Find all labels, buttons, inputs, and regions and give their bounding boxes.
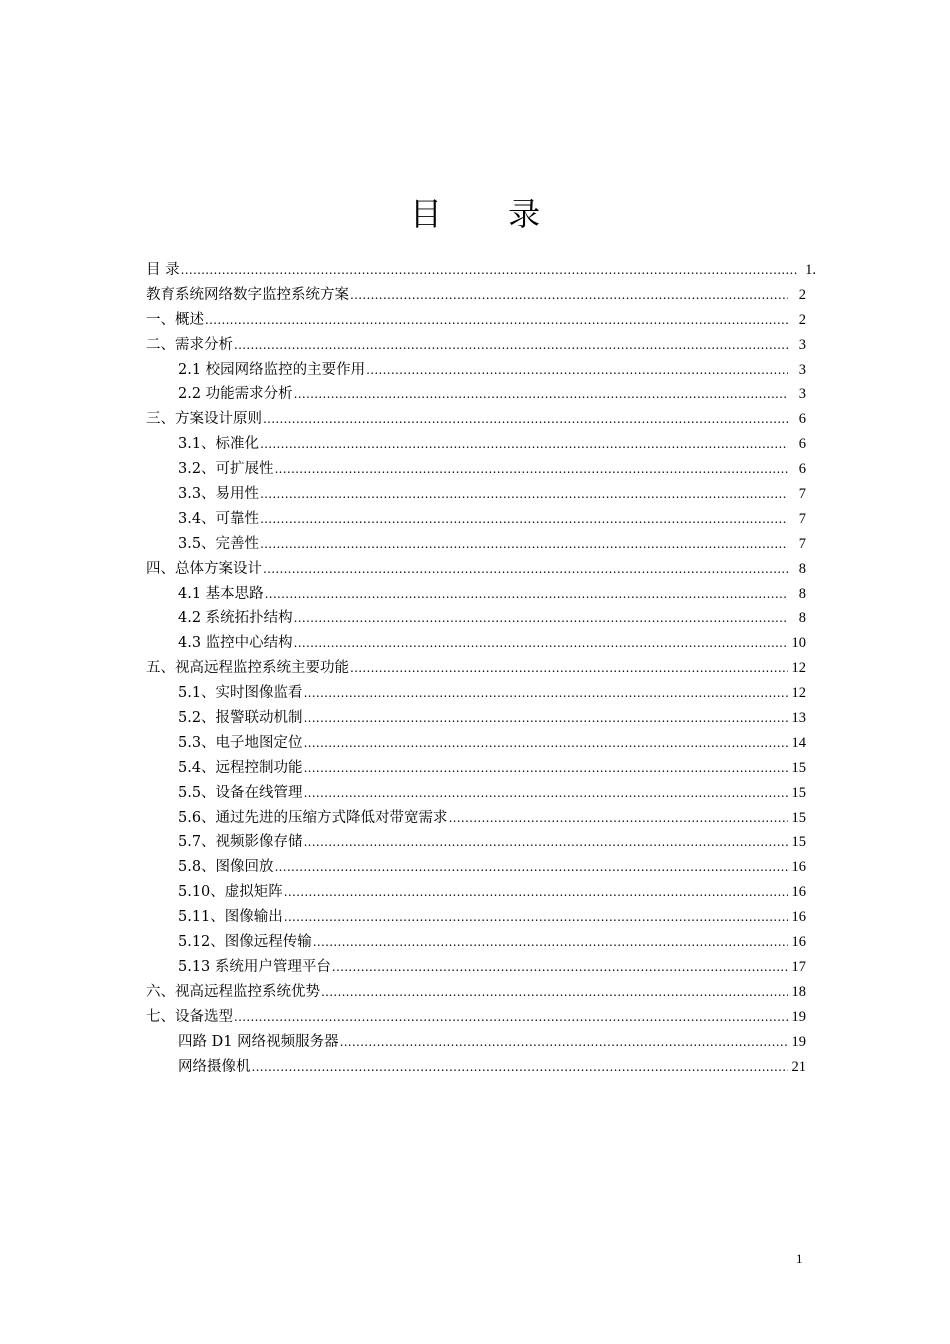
toc-entry[interactable] bbox=[146, 407, 816, 432]
toc-entry-label: 5.1、实时图像监看 bbox=[178, 685, 303, 702]
toc-entry[interactable] bbox=[146, 631, 816, 656]
toc-dot-leader bbox=[275, 855, 788, 880]
toc-entry-label: 一、概述 bbox=[146, 311, 204, 328]
toc-entry[interactable] bbox=[146, 830, 816, 855]
toc-dot-leader bbox=[332, 955, 788, 980]
toc-entry-label: 网络摄像机 bbox=[178, 1058, 251, 1075]
toc-entry[interactable] bbox=[146, 880, 816, 905]
toc-entry-label: 3.5、完善性 bbox=[178, 535, 260, 552]
toc-entry-label: 3.3、易用性 bbox=[178, 486, 260, 503]
toc-entry[interactable] bbox=[146, 333, 816, 358]
toc-entry-page: 17 bbox=[791, 958, 806, 975]
toc-entry-page: 10 bbox=[791, 635, 806, 652]
toc-entry-page: 15 bbox=[791, 759, 806, 776]
toc-entry-page: 12 bbox=[791, 660, 806, 677]
toc-entry-label: 六、视高远程监控系统优势 bbox=[146, 983, 320, 1000]
toc-entry[interactable] bbox=[146, 1030, 816, 1055]
toc-entry[interactable] bbox=[146, 781, 816, 806]
toc-entry-page: 3 bbox=[798, 386, 806, 403]
toc-entry[interactable] bbox=[146, 457, 816, 482]
toc-entry-label: 5.2、报警联动机制 bbox=[178, 710, 303, 727]
toc-dot-leader bbox=[181, 258, 798, 283]
toc-dot-leader bbox=[284, 880, 788, 905]
toc-entry[interactable] bbox=[146, 432, 816, 457]
toc-entry-page: 8 bbox=[798, 560, 806, 577]
toc-dot-leader bbox=[294, 631, 788, 656]
toc-entry-label: 5.5、设备在线管理 bbox=[178, 784, 303, 801]
toc-entry-page: 7 bbox=[798, 510, 806, 527]
toc-dot-leader bbox=[260, 507, 788, 532]
toc-dot-leader bbox=[260, 482, 788, 507]
toc-dot-leader bbox=[263, 407, 788, 432]
toc-entry-label: 2.1 校园网络监控的主要作用 bbox=[178, 361, 366, 378]
toc-entry-page: 15 bbox=[791, 784, 806, 801]
toc-dot-leader bbox=[304, 781, 788, 806]
toc-entry-page: 18 bbox=[791, 983, 806, 1000]
toc-entry-page: 7 bbox=[798, 535, 806, 552]
toc-entry[interactable] bbox=[146, 930, 816, 955]
toc-dot-leader bbox=[252, 1055, 789, 1080]
toc-entry[interactable] bbox=[146, 656, 816, 681]
toc-entry-page: 3 bbox=[798, 336, 806, 353]
toc-entry[interactable] bbox=[146, 283, 816, 308]
toc-entry-label: 5.7、视频影像存储 bbox=[178, 834, 303, 851]
toc-entry-page: 16 bbox=[791, 909, 806, 926]
toc-entry-label: 二、需求分析 bbox=[146, 336, 233, 353]
toc-entry-page: 7 bbox=[798, 486, 806, 503]
toc-entry-page: 2 bbox=[798, 311, 806, 328]
toc-dot-leader bbox=[321, 980, 788, 1005]
toc-dot-leader bbox=[449, 806, 788, 831]
toc-entry-label: 三、方案设计原则 bbox=[146, 411, 262, 428]
toc-entry-label: 教育系统网络数字监控系统方案 bbox=[146, 286, 349, 303]
toc-entry-label: 2.2 功能需求分析 bbox=[178, 386, 293, 403]
toc-dot-leader bbox=[304, 681, 788, 706]
toc-entry-page: 1. bbox=[805, 262, 816, 278]
toc-entry[interactable] bbox=[146, 582, 816, 607]
toc-entry-page: 3 bbox=[798, 361, 806, 378]
toc-dot-leader bbox=[313, 930, 788, 955]
toc-entry-label: 3.2、可扩展性 bbox=[178, 461, 274, 478]
page-number: 1 bbox=[796, 1251, 803, 1266]
toc-entry-label: 目 录 bbox=[146, 262, 180, 278]
toc-title: 目 录 bbox=[409, 195, 569, 233]
toc-dot-leader bbox=[265, 582, 788, 607]
toc-dot-leader bbox=[284, 905, 788, 930]
toc-entry-page: 16 bbox=[791, 859, 806, 876]
toc-entry-label: 5.10、虚拟矩阵 bbox=[178, 884, 283, 901]
toc-entry-page: 15 bbox=[791, 834, 806, 851]
toc-entry-label: 5.6、通过先进的压缩方式降低对带宽需求 bbox=[178, 809, 448, 826]
toc-dot-leader bbox=[275, 457, 788, 482]
toc-entry-page: 6 bbox=[798, 436, 806, 453]
toc-entry-label: 3.1、标准化 bbox=[178, 436, 260, 453]
toc-entry[interactable] bbox=[146, 358, 816, 383]
toc-entry[interactable] bbox=[146, 606, 816, 631]
toc-entry-page: 8 bbox=[798, 610, 806, 627]
toc-entry[interactable] bbox=[146, 980, 816, 1005]
toc-entry-label: 四路 D1 网络视频服务器 bbox=[178, 1033, 339, 1050]
toc-entry-label: 4.3 监控中心结构 bbox=[178, 635, 293, 652]
toc-entry-page: 19 bbox=[791, 1033, 806, 1050]
toc-entry-page: 16 bbox=[791, 884, 806, 901]
toc-dot-leader bbox=[304, 706, 788, 731]
toc-entry-label: 5.12、图像远程传输 bbox=[178, 934, 312, 951]
toc-entry-label: 5.3、电子地图定位 bbox=[178, 734, 303, 751]
toc-entry-page: 6 bbox=[798, 461, 806, 478]
toc-entry-page: 13 bbox=[791, 710, 806, 727]
toc-dot-leader bbox=[205, 308, 788, 333]
toc-entry-label: 4.1 基本思路 bbox=[178, 585, 264, 602]
toc-dot-leader bbox=[294, 382, 788, 407]
toc-entry[interactable] bbox=[146, 855, 816, 880]
toc-entry[interactable] bbox=[146, 532, 816, 557]
toc-entry-page: 19 bbox=[791, 1008, 806, 1025]
toc-entry[interactable] bbox=[146, 1005, 816, 1030]
toc-dot-leader bbox=[260, 432, 788, 457]
toc-entry[interactable] bbox=[146, 955, 816, 980]
table-of-contents bbox=[146, 258, 816, 1079]
toc-dot-leader bbox=[294, 606, 788, 631]
toc-dot-leader bbox=[350, 656, 788, 681]
toc-entry[interactable] bbox=[146, 258, 816, 283]
toc-entry[interactable] bbox=[146, 756, 816, 781]
toc-entry-page: 8 bbox=[798, 585, 806, 602]
toc-entry[interactable] bbox=[146, 681, 816, 706]
toc-entry[interactable] bbox=[146, 308, 816, 333]
toc-entry-label: 五、视高远程监控系统主要功能 bbox=[146, 660, 349, 677]
toc-entry[interactable] bbox=[146, 905, 816, 930]
toc-entry-page: 21 bbox=[791, 1058, 806, 1075]
toc-entry-label: 5.8、图像回放 bbox=[178, 859, 274, 876]
toc-dot-leader bbox=[234, 333, 788, 358]
toc-dot-leader bbox=[366, 358, 788, 383]
toc-entry-page: 15 bbox=[791, 809, 806, 826]
toc-dot-leader bbox=[263, 557, 788, 582]
toc-entry[interactable] bbox=[146, 806, 816, 831]
toc-entry-page: 2 bbox=[798, 286, 806, 303]
toc-dot-leader bbox=[304, 830, 788, 855]
toc-entry[interactable] bbox=[146, 507, 816, 532]
toc-entry-label: 四、总体方案设计 bbox=[146, 560, 262, 577]
toc-dot-leader bbox=[304, 731, 788, 756]
toc-entry-label: 5.11、图像输出 bbox=[178, 909, 283, 926]
toc-entry-label: 3.4、可靠性 bbox=[178, 510, 260, 527]
toc-dot-leader bbox=[234, 1005, 788, 1030]
toc-entry[interactable] bbox=[146, 731, 816, 756]
toc-entry[interactable] bbox=[146, 482, 816, 507]
toc-entry-label: 4.2 系统拓扑结构 bbox=[178, 610, 293, 627]
toc-entry[interactable] bbox=[146, 382, 816, 407]
toc-entry[interactable] bbox=[146, 1055, 816, 1080]
toc-dot-leader bbox=[340, 1030, 788, 1055]
toc-dot-leader bbox=[304, 756, 788, 781]
toc-entry-label: 5.4、远程控制功能 bbox=[178, 759, 303, 776]
toc-entry[interactable] bbox=[146, 557, 816, 582]
toc-entry-page: 6 bbox=[798, 411, 806, 428]
toc-entry-page: 12 bbox=[791, 685, 806, 702]
toc-entry-page: 16 bbox=[791, 934, 806, 951]
toc-dot-leader bbox=[260, 532, 788, 557]
toc-entry-page: 14 bbox=[791, 734, 806, 751]
toc-entry[interactable] bbox=[146, 706, 816, 731]
toc-entry-label: 七、设备选型 bbox=[146, 1008, 233, 1025]
toc-dot-leader bbox=[350, 283, 788, 308]
toc-entry-label: 5.13 系统用户管理平台 bbox=[178, 958, 331, 975]
